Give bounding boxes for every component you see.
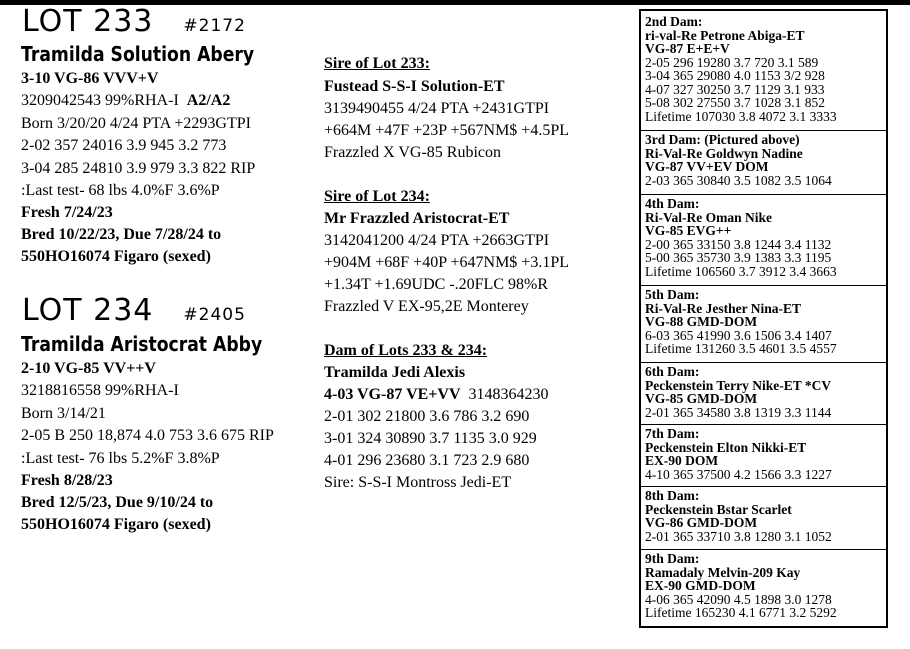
dam-entry-record: 4-07 327 30250 3.7 1129 3.1 933 bbox=[645, 81, 825, 97]
sire-233-name: Fustead S-S-I Solution-ET bbox=[324, 78, 505, 95]
dam-classification-line bbox=[324, 385, 549, 405]
dam-entry-title: 3rd Dam: (Pictured above) bbox=[645, 132, 800, 147]
dam-entry-2 bbox=[645, 15, 884, 123]
registration-number: 3209042543 99%RHA-I bbox=[21, 92, 179, 109]
production-record: 2-05 B 250 18,874 4.0 753 3.6 675 RIP bbox=[21, 427, 274, 444]
dam-entry-record: 4-06 365 42090 4.5 1898 3.0 1278 bbox=[645, 591, 832, 607]
lot-234-heading bbox=[22, 293, 246, 328]
sire-233-title: Sire of Lot 233: bbox=[324, 55, 430, 72]
last-test: :Last test- 68 lbs 4.0%F 3.6%P bbox=[21, 182, 220, 199]
production-record: 3-04 285 24810 3.9 979 3.3 822 RIP bbox=[21, 160, 256, 177]
dam-entry-record: 5-00 365 35730 3.9 1383 3.3 1195 bbox=[645, 250, 832, 265]
registration-number: 3218816558 99%RHA-I bbox=[21, 382, 179, 399]
dam-entry-title: 4th Dam: bbox=[645, 196, 700, 211]
divider bbox=[641, 549, 886, 550]
sire-233-info: +664M +47F +23P +567NM$ +4.5PL bbox=[324, 122, 569, 139]
dam-entry-6 bbox=[645, 365, 884, 419]
dam-record: 2-01 302 21800 3.6 786 3.2 690 bbox=[324, 408, 530, 425]
dam-entry-score: VG-87 E+E+V bbox=[645, 41, 730, 56]
dam-entry-score: VG-85 EVG++ bbox=[645, 223, 732, 238]
dam-entry-name: Ri-Val-Re Oman Nike bbox=[645, 209, 772, 225]
last-test: :Last test- 76 lbs 5.2%F 3.8%P bbox=[21, 450, 220, 467]
sire-234-name: Mr Frazzled Aristocrat-ET bbox=[324, 210, 510, 227]
divider bbox=[641, 424, 886, 425]
dam-entry-record: 5-08 302 27550 3.7 1028 3.1 852 bbox=[645, 95, 825, 110]
divider bbox=[641, 486, 886, 487]
dam-entry-3 bbox=[645, 133, 884, 187]
dam-entry-record: 6-03 365 41990 3.6 1506 3.4 1407 bbox=[645, 327, 832, 343]
dam-entry-record: 2-05 296 19280 3.7 720 3.1 589 bbox=[645, 54, 819, 70]
dam-title: Dam of Lots 233 & 234: bbox=[324, 342, 488, 359]
breeding-info: Bred 12/5/23, Due 9/10/24 to bbox=[21, 494, 214, 511]
dam-entry-score: VG-87 VV+EV DOM bbox=[645, 159, 769, 174]
dam-entry-title: 2nd Dam: bbox=[645, 14, 703, 29]
classification: 3-10 VG-86 VVV+V bbox=[21, 70, 159, 87]
dam-entry-score: VG-88 GMD-DOM bbox=[645, 314, 758, 329]
dam-entry-lifetime: Lifetime 131260 3.5 4601 3.5 4557 bbox=[645, 341, 837, 356]
dam-entry-title: 9th Dam: bbox=[645, 551, 700, 566]
lot-233-heading bbox=[22, 4, 246, 39]
dam-entry-8 bbox=[645, 489, 884, 543]
sire-233-info: 3139490455 4/24 PTA +2431GTPI bbox=[324, 100, 550, 117]
dam-entry-record: 2-01 365 33710 3.8 1280 3.1 1052 bbox=[645, 528, 832, 544]
dam-entry-name: ri-val-Re Petrone Abiga-ET bbox=[645, 27, 805, 43]
dam-entry-record: 4-10 365 37500 4.2 1566 3.3 1227 bbox=[645, 466, 832, 482]
dam-entry-score: EX-90 GMD-DOM bbox=[645, 578, 756, 593]
dam-entry-7 bbox=[645, 427, 884, 481]
dam-entry-score: EX-90 DOM bbox=[645, 453, 719, 468]
classification: 2-10 VG-85 VV++V bbox=[21, 360, 156, 377]
lot-number: LOT 234 bbox=[22, 293, 154, 328]
sire-234-info: +1.34T +1.69UDC -.20FLC 98%R bbox=[324, 276, 548, 293]
fresh-date: Fresh 8/28/23 bbox=[21, 472, 113, 489]
dam-entry-9 bbox=[645, 552, 884, 620]
dam-entry-record: 2-03 365 30840 3.5 1082 3.5 1064 bbox=[645, 172, 832, 188]
divider bbox=[641, 130, 886, 131]
service-sire: 550HO16074 Figaro (sexed) bbox=[21, 248, 211, 265]
dam-entry-lifetime: Lifetime 165230 4.1 6771 3.2 5292 bbox=[645, 605, 837, 620]
production-record: 2-02 357 24016 3.9 945 3.2 773 bbox=[21, 137, 227, 154]
birth-date: Born 3/14/21 bbox=[21, 405, 106, 422]
dam-entry-record: 3-04 365 29080 4.0 1153 3/2 928 bbox=[645, 68, 825, 83]
dam-entry-title: 7th Dam: bbox=[645, 426, 700, 441]
sire-234-title: Sire of Lot 234: bbox=[324, 188, 430, 205]
dam-record: 4-01 296 23680 3.1 723 2.9 680 bbox=[324, 452, 530, 469]
dam-entry-title: 6th Dam: bbox=[645, 364, 700, 379]
fresh-date: Fresh 7/24/23 bbox=[21, 204, 113, 221]
dam-entry-name: Peckenstein Elton Nikki-ET bbox=[645, 439, 807, 455]
birth-date: Born 3/20/20 4/24 PTA +2293GTPI bbox=[21, 115, 251, 132]
sire-234-pedigree: Frazzled V EX-95,2E Monterey bbox=[324, 298, 529, 315]
dam-registration: 3148364230 bbox=[468, 386, 549, 403]
animal-name: Tramilda Aristocrat Abby bbox=[21, 332, 263, 356]
dam-entry-lifetime: Lifetime 106560 3.7 3912 3.4 3663 bbox=[645, 263, 837, 279]
dam-entry-name: Peckenstein Terry Nike-ET *CV bbox=[645, 377, 832, 393]
dam-entry-title: 8th Dam: bbox=[645, 488, 700, 503]
dam-entry-lifetime: Lifetime 107030 3.8 4072 3.1 3333 bbox=[645, 108, 837, 124]
dam-entry-score: VG-85 GMD-DOM bbox=[645, 391, 758, 406]
dam-entry-name: Peckenstein Bstar Scarlet bbox=[645, 501, 792, 517]
dam-sire: Sire: S-S-I Montross Jedi-ET bbox=[324, 474, 512, 491]
divider bbox=[641, 362, 886, 363]
service-sire: 550HO16074 Figaro (sexed) bbox=[21, 516, 211, 533]
sire-234-info: 3142041200 4/24 PTA +2663GTPI bbox=[324, 232, 550, 249]
lot-number: LOT 233 bbox=[22, 4, 154, 39]
dam-entry-score: VG-86 GMD-DOM bbox=[645, 515, 758, 530]
dam-entry-4 bbox=[645, 197, 884, 278]
dam-entry-record: 2-00 365 33150 3.8 1244 3.4 1132 bbox=[645, 236, 832, 252]
dam-entry-name: Ri-Val-Re Jesther Nina-ET bbox=[645, 300, 801, 316]
dam-name: Tramilda Jedi Alexis bbox=[324, 364, 466, 381]
dam-record: 3-01 324 30890 3.7 1135 3.0 929 bbox=[324, 430, 537, 447]
tag-number: #2405 bbox=[183, 305, 246, 325]
dam-entry-record: 2-01 365 34580 3.8 1319 3.3 1144 bbox=[645, 404, 832, 420]
dam-entry-title: 5th Dam: bbox=[645, 287, 700, 302]
tag-number: #2172 bbox=[183, 16, 246, 36]
dam-entry-name: Ramadaly Melvin-209 Kay bbox=[645, 564, 801, 580]
dam-entry-5 bbox=[645, 288, 884, 356]
pedigree-box bbox=[639, 9, 888, 628]
dam-entry-name: Ri-Val-Re Goldwyn Nadine bbox=[645, 145, 803, 161]
sire-234-info: +904M +68F +40P +647NM$ +3.1PL bbox=[324, 254, 569, 271]
registration-line bbox=[21, 91, 230, 111]
beta-casein: A2/A2 bbox=[186, 92, 231, 109]
animal-name: Tramilda Solution Abery bbox=[21, 42, 255, 66]
divider bbox=[641, 285, 886, 286]
sire-233-pedigree: Frazzled X VG-85 Rubicon bbox=[324, 144, 501, 161]
divider bbox=[641, 194, 886, 195]
breeding-info: Bred 10/22/23, Due 7/28/24 to bbox=[21, 226, 222, 243]
dam-classification: 4-03 VG-87 VE+VV bbox=[324, 386, 461, 403]
